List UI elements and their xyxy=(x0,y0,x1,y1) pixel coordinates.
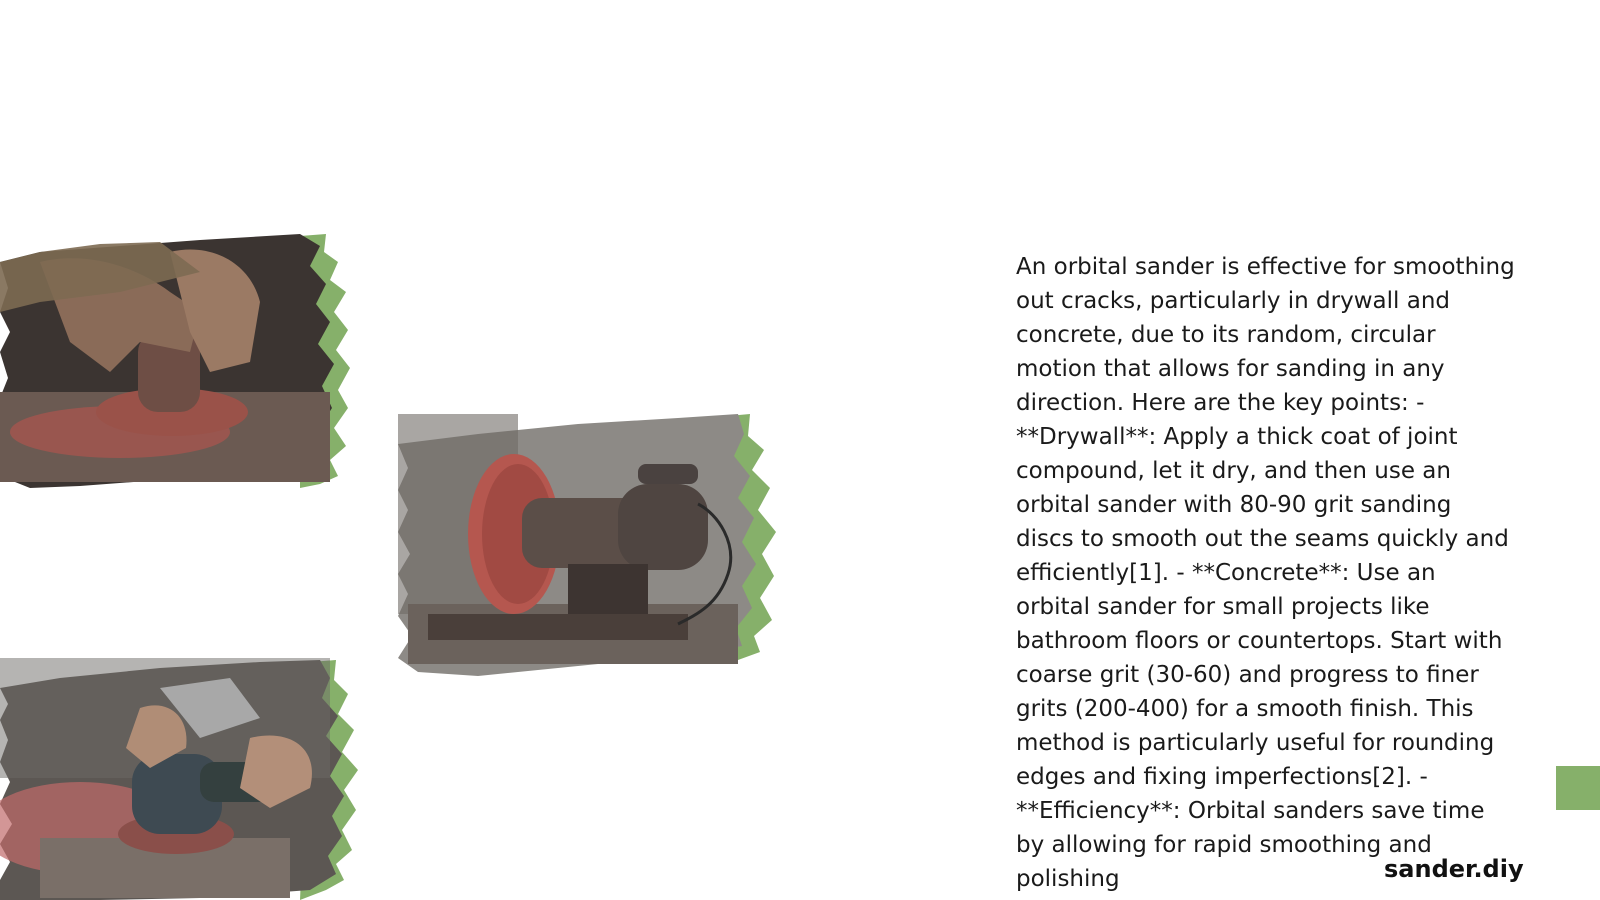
brand-name: sander.diy xyxy=(1384,855,1524,883)
photo-sander-machine xyxy=(398,414,776,684)
green-accent-tab xyxy=(1556,766,1600,810)
hands-sanding-photo-icon xyxy=(0,232,350,502)
hands-orbital-sander-dust-photo-icon xyxy=(0,658,360,900)
photo-hands-sanding xyxy=(0,232,350,502)
orbital-sander-machine-photo-icon xyxy=(398,414,776,684)
article-body-text: An orbital sander is effective for smoothing out cracks, particularly in drywall and concrete, due to its random, circular motion that allows for sanding in any direction. Here are the key points: - **Drywall**: Apply a thick coat of joint compound, let it dry, and then use an orbital sander with 80-90 grit sanding discs to smooth out the seams quickly and efficiently[1]. - **Concrete**: Use an orbital sander for small projects like bathroom floors or countertops. Start with coarse grit (30-60) and progress to finer grits (200-400) for a smooth finish. This method is particularly useful for rounding edges and fixing imperfections[2]. - **Efficiency**: Orbital sanders save time by allowing for rapid smoothing and polishing xyxy=(1016,254,1515,892)
photo-hands-orbital-sander xyxy=(0,658,360,900)
